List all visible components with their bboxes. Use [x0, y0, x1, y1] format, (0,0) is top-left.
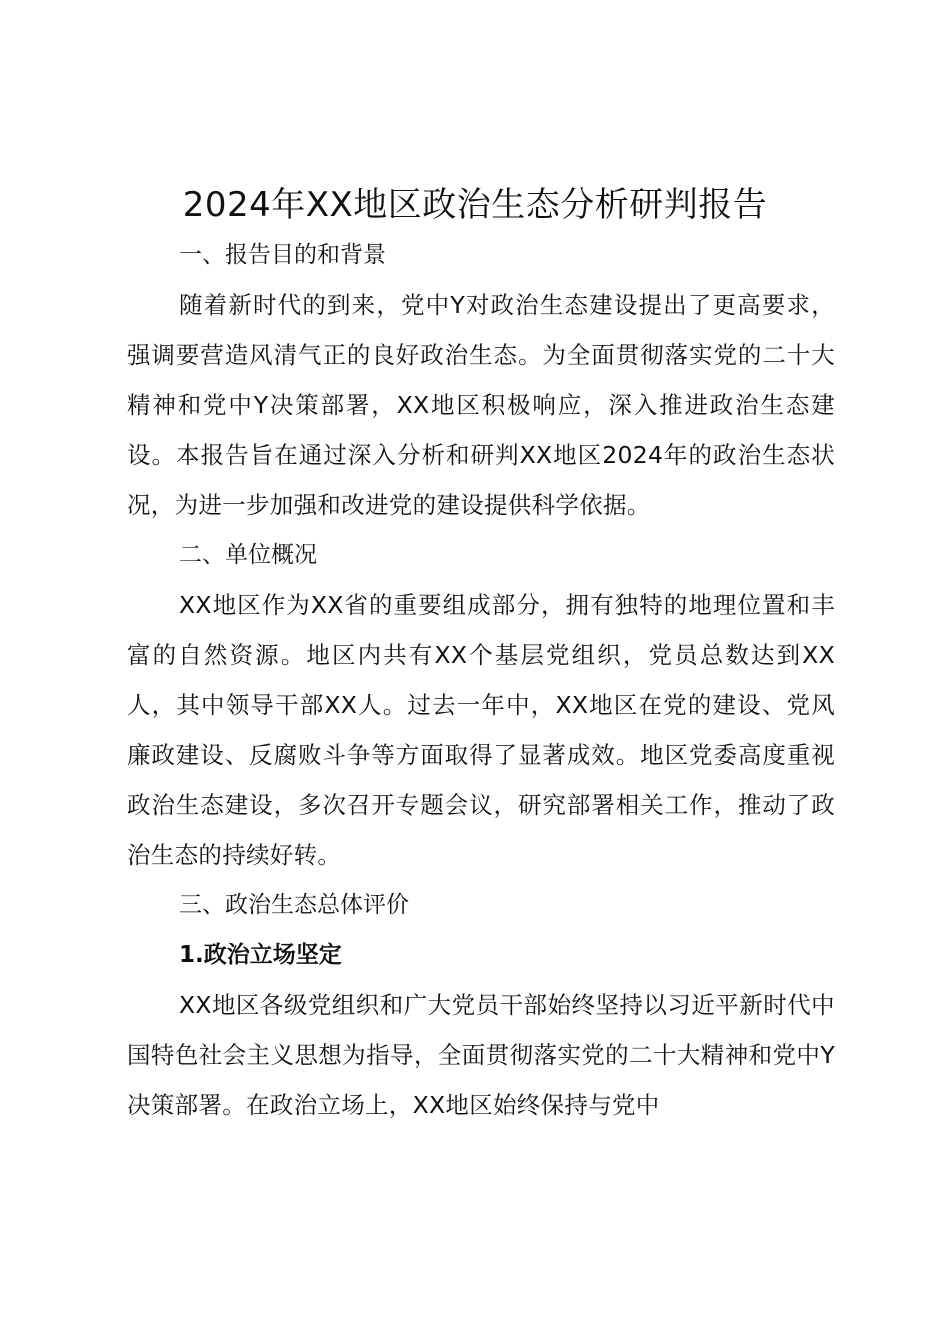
section-heading-overview: 二、单位概况: [179, 542, 317, 568]
paragraph-overview: XX地区作为XX省的重要组成部分，拥有独特的地理位置和丰富的自然资源。地区内共有XX个基层党组织，党员总数达到XX人，其中领导干部XX人。过去一年中，XX地区在党的建设、党风廉政建设、反腐败斗争等方面取得了显著成效。地区党委高度重视政治生态建设，多次召开专题会议，研究部署相关工作，推动了政治生态的持续好转。: [127, 591, 835, 869]
section-heading-purpose: 一、报告目的和背景: [179, 242, 386, 268]
document-title: 2024年XX地区政治生态分析研判报告: [182, 185, 768, 225]
subsection-heading-political-stance: 1.政治立场坚定: [179, 942, 342, 968]
section-heading-evaluation: 三、政治生态总体评价: [179, 892, 409, 918]
document-body: [127, 230, 835, 1130]
paragraph-purpose: 随着新时代的到来，党中Y对政治生态建设提出了更高要求，强调要营造风清气正的良好政治生态。为全面贯彻落实党的二十大精神和党中Y决策部署，XX地区积极响应，深入推进政治生态建设。本报告旨在通过深入分析和研判XX地区2024年的政治生态状况，为进一步加强和改进党的建设提供科学依据。: [127, 291, 835, 519]
paragraph-political-stance: XX地区各级党组织和广大党员干部始终坚持以习近平新时代中国特色社会主义思想为指导，全面贯彻落实党的二十大精神和党中Y决策部署。在政治立场上，XX地区始终保持与党中: [127, 991, 835, 1119]
